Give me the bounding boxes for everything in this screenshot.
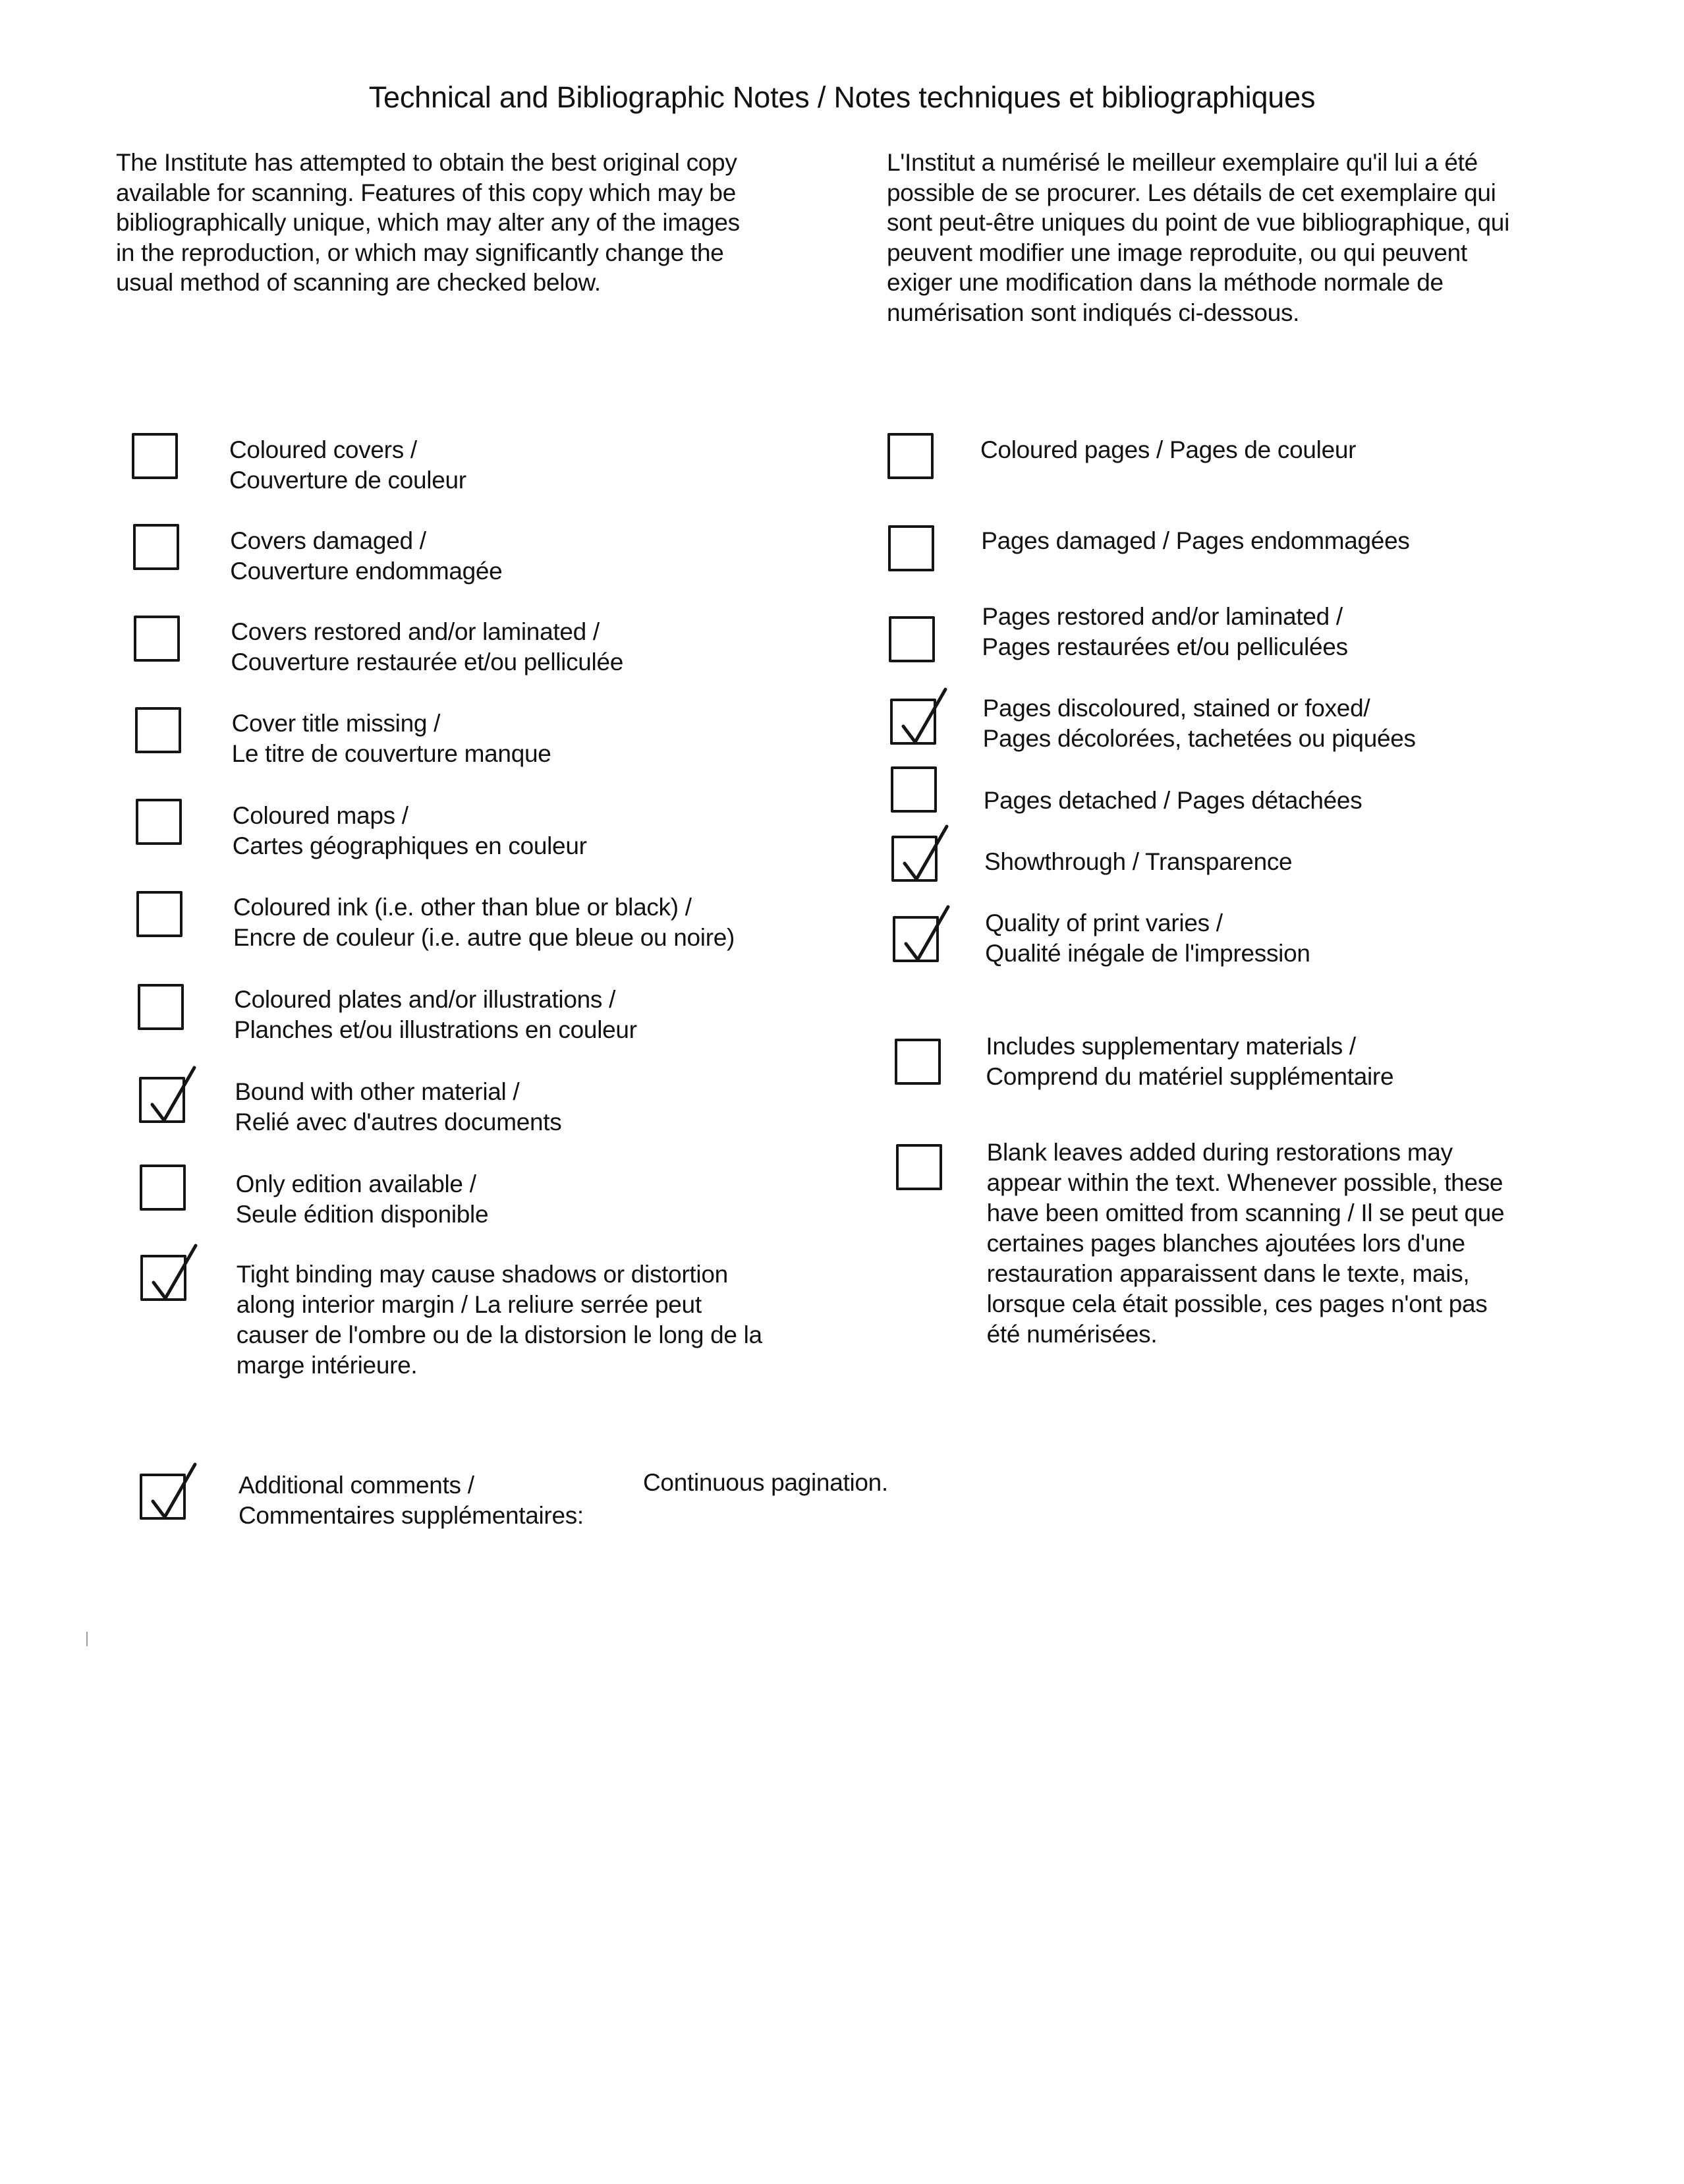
checked-checkbox[interactable]: [139, 1077, 185, 1123]
checklist-item-label: [232, 708, 551, 769]
intro-french: [887, 148, 1598, 328]
label-line: Only edition available /: [235, 1170, 476, 1197]
checklist-item-label: [230, 526, 502, 587]
checklist-item-label: [987, 1137, 1505, 1350]
label-line: Coloured maps /: [232, 802, 408, 829]
intro-english-line: usual method of scanning are checked below.: [116, 269, 601, 296]
intro-french-line: exiger une modification dans la méthode normale de: [887, 269, 1444, 296]
label-line: Coloured pages / Pages de couleur: [980, 436, 1357, 463]
label-line: Quality of print varies /: [985, 909, 1223, 936]
checkbox[interactable]: [888, 525, 934, 571]
label-line: Coloured plates and/or illustrations /: [234, 986, 616, 1013]
checked-checkbox[interactable]: [893, 916, 939, 962]
label-line: Tight binding may cause shadows or distortion: [236, 1261, 728, 1288]
checkbox[interactable]: [891, 766, 937, 813]
label-line: Includes supplementary materials /: [986, 1033, 1356, 1060]
checklist-item-label: [986, 1031, 1393, 1092]
checkbox[interactable]: [887, 433, 934, 479]
checkbox[interactable]: [135, 707, 181, 753]
checklist-item-label: [984, 786, 1362, 816]
label-line: Pages restored and/or laminated /: [982, 603, 1343, 630]
checkbox[interactable]: [895, 1039, 941, 1085]
label-line: Pages damaged / Pages endommagées: [981, 527, 1410, 554]
label-line: appear within the text. Whenever possible, these: [986, 1169, 1503, 1196]
checkmark-icon: [138, 1459, 202, 1528]
scan-mark: [86, 1632, 88, 1646]
checkbox[interactable]: [133, 524, 179, 570]
checkbox[interactable]: [896, 1144, 942, 1190]
intro-english-line: bibliographically unique, which may alter any of the images: [116, 209, 740, 236]
label-line: Comprend du matériel supplémentaire: [986, 1063, 1394, 1090]
checkmark-icon: [139, 1240, 202, 1309]
label-line: Blank leaves added during restorations may: [986, 1139, 1453, 1166]
intro-french-line: sont peut-être uniques du point de vue bibliographique, qui: [887, 209, 1510, 236]
label-line: Seule édition disponible: [235, 1201, 489, 1228]
label-line: Cartes géographiques en couleur: [232, 832, 587, 859]
intro-french-line: L'Institut a numérisé le meilleur exemplaire qu'il lui a été: [887, 149, 1478, 176]
label-line: Pages detached / Pages détachées: [983, 787, 1362, 814]
checklist-item-label: [231, 617, 623, 677]
intro-french-line: numérisation sont indiqués ci-dessous.: [887, 299, 1300, 326]
label-line: restauration apparaissent dans le texte, mais,: [986, 1260, 1470, 1287]
label-line: Qualité inégale de l'impression: [985, 940, 1310, 967]
checkbox[interactable]: [136, 891, 182, 937]
intro-english: [116, 148, 801, 298]
checklist-item-label: [229, 435, 466, 496]
intro-english-line: in the reproduction, or which may significantly change the: [116, 239, 724, 266]
label-line: Pages restaurées et/ou pelliculées: [982, 633, 1348, 660]
checked-checkbox[interactable]: [891, 836, 938, 882]
label-line: Planches et/ou illustrations en couleur: [234, 1016, 637, 1043]
checkbox[interactable]: [132, 433, 178, 479]
checkbox[interactable]: [138, 984, 184, 1030]
label-line: Coloured covers /: [229, 436, 417, 463]
label-line: été numérisées.: [986, 1321, 1158, 1348]
checked-checkbox[interactable]: [140, 1255, 186, 1301]
checkmark-icon: [138, 1062, 201, 1131]
additional-comments-label: [239, 1470, 584, 1531]
checklist-item-label: [237, 1259, 762, 1381]
label-line: Couverture de couleur: [229, 467, 466, 494]
checklist-item-label: [233, 801, 587, 861]
checkmark-icon: [890, 821, 953, 890]
label-line: marge intérieure.: [236, 1352, 418, 1379]
label-line: Cover title missing /: [231, 710, 441, 737]
checklist-item-label: [983, 693, 1416, 754]
intro-english-line: available for scanning. Features of this copy which may be: [116, 179, 736, 206]
label-line: Le titre de couverture manque: [231, 740, 551, 767]
intro-english-line: The Institute has attempted to obtain the best original copy: [116, 149, 737, 176]
checkbox[interactable]: [136, 799, 182, 845]
label-line: Encre de couleur (i.e. autre que bleue ou noire): [233, 924, 735, 951]
intro-french-line: possible de se procurer. Les détails de cet exemplaire qui: [887, 179, 1496, 206]
label-line: causer de l'ombre ou de la distorsion le long de la: [236, 1321, 762, 1348]
page-title: Technical and Bibliographic Notes / Notes techniques et bibliographiques: [368, 80, 1316, 114]
checkbox[interactable]: [889, 616, 935, 662]
label-line: Pages décolorées, tachetées ou piquées: [982, 725, 1416, 752]
checklist-item-label: [236, 1169, 489, 1230]
checklist-item-label: [984, 847, 1292, 877]
label-line: have been omitted from scanning / Il se peut que: [986, 1199, 1505, 1226]
label-line: Couverture endommagée: [230, 558, 503, 585]
label-line: Additional comments /: [239, 1472, 474, 1499]
checkbox[interactable]: [140, 1164, 186, 1211]
checkmark-icon: [889, 684, 952, 753]
label-line: lorsque cela était possible, ces pages n'ont pas: [986, 1290, 1488, 1317]
label-line: Covers restored and/or laminated /: [231, 618, 600, 645]
label-line: Couverture restaurée et/ou pelliculée: [231, 648, 624, 675]
checklist-item-label: [985, 908, 1310, 969]
label-line: Commentaires supplémentaires:: [239, 1502, 584, 1529]
label-line: along interior margin / La reliure serrée peut: [236, 1291, 702, 1318]
label-line: Showthrough / Transparence: [984, 848, 1293, 875]
checkmark-icon: [891, 902, 955, 970]
additional-comments-value: Continuous pagination.: [643, 1469, 888, 1496]
checked-checkbox[interactable]: [890, 699, 936, 745]
label-line: Bound with other material /: [235, 1078, 520, 1105]
label-line: Relié avec d'autres documents: [235, 1108, 562, 1135]
intro-french-line: peuvent modifier une image reproduite, ou qui peuvent: [887, 239, 1467, 266]
checked-checkbox[interactable]: [140, 1474, 186, 1520]
checklist-item-label: [235, 1077, 561, 1137]
label-line: Pages discoloured, stained or foxed/: [982, 695, 1370, 722]
checklist-item-label: [980, 435, 1356, 465]
label-line: Coloured ink (i.e. other than blue or black) /: [233, 894, 692, 921]
checkbox[interactable]: [134, 616, 180, 662]
checklist-item-label: [982, 602, 1347, 662]
checklist-item-label: [981, 526, 1409, 556]
checklist-item-label: [233, 892, 735, 953]
checklist-item-label: [234, 985, 637, 1045]
label-line: certaines pages blanches ajoutées lors d'une: [986, 1230, 1465, 1257]
label-line: Covers damaged /: [230, 527, 426, 554]
